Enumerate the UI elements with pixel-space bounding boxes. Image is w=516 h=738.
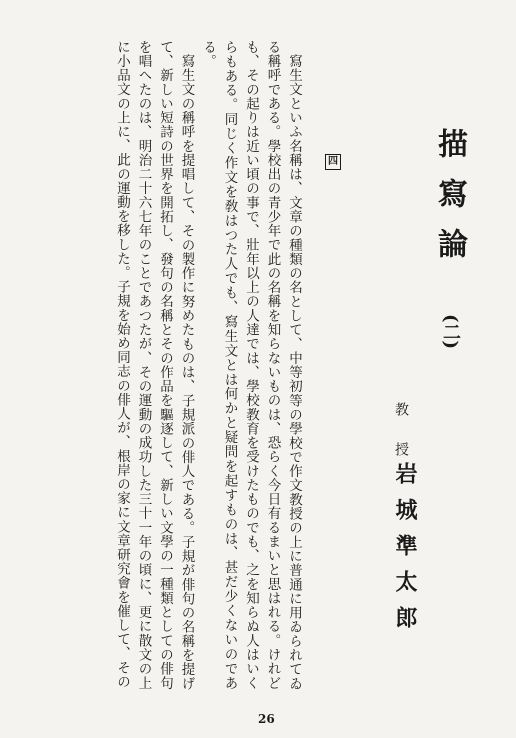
paragraph-2: 寫生文の稱呼を提唱して、その製作に努めたものは、子規派の俳人である。子規が俳句の名稱を提げて、新しい短詩の世界を開拓し、發句の名稱とその作品を驅逐して、新しい文學の一種類としての俳句を唱へたのは、明治二十六七年のことであつたが、その運動の成功した三十一年の頃に、更に散文の上に小品文の上に、此の運動を移した。子規を始め同志の俳人が、根岸の家に文章研究會を催して、その: [114, 40, 195, 690]
author-name: 岩城準太郎: [392, 462, 418, 642]
article-title: 描寫論: [432, 128, 467, 278]
article-subtitle: (二): [440, 314, 461, 350]
section-number: 四: [325, 154, 341, 170]
author-role: 教授: [393, 402, 409, 482]
paragraph-1: 寫生文といふ名稱は、文章の種類の名として、中等初等の學校で作文教授の上に普通に用ゐられてゐる稱呼である。學校出の青少年で此の名稱を知らないものは、恐らく今日有るまいと思はれる。けれども、その起りは近い頃の事で、壯年以上の人達では、學校教育を受けたものでも、之を知らぬ人はいくらもある。同じく作文を敎はつた人でも、寫生文とは何かと疑問を起すものは、甚だ少くないのである。: [200, 40, 302, 690]
page-number: 26: [258, 712, 275, 726]
body-text: [111, 40, 305, 690]
